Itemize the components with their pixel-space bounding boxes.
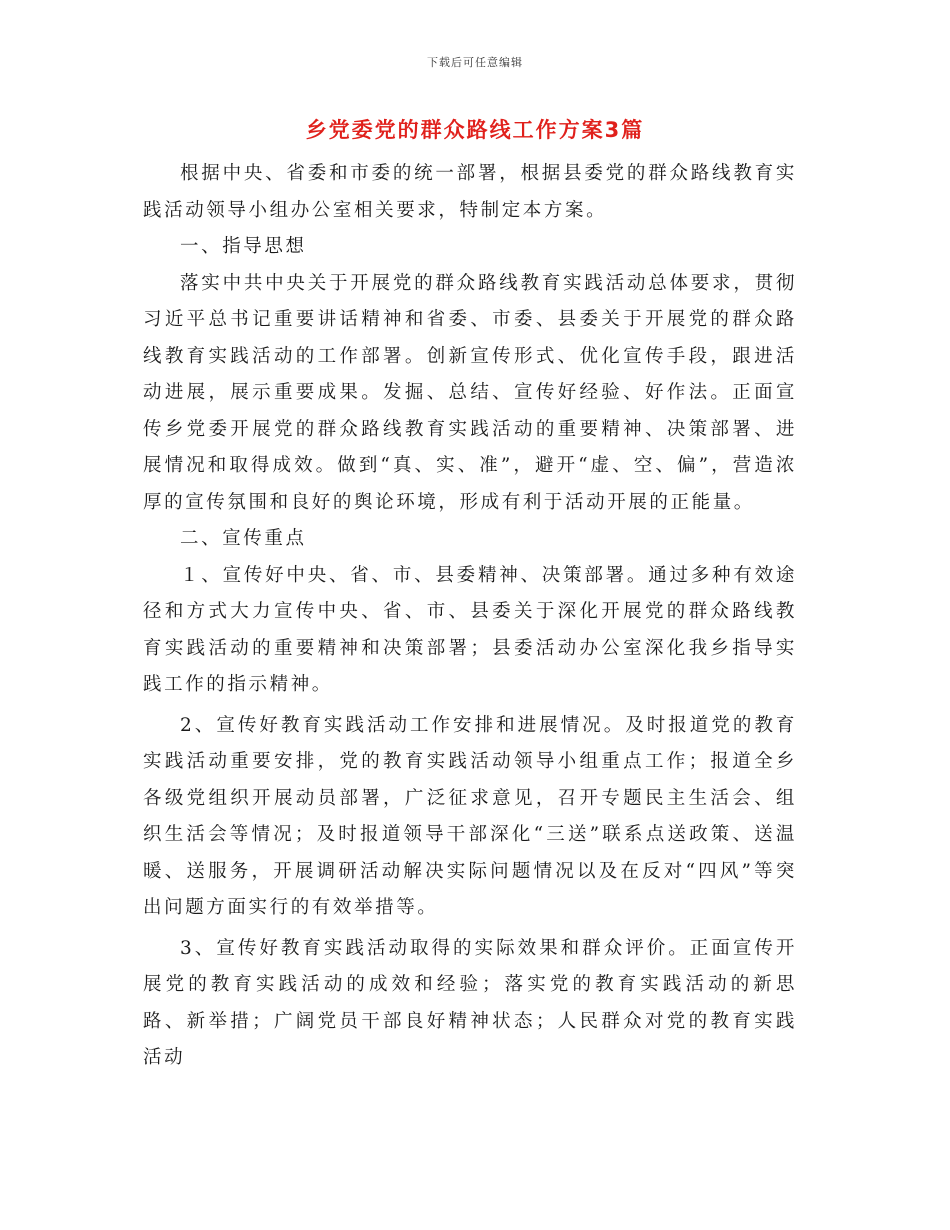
paragraph-focus-2: 2、宣传好教育实践活动工作安排和进展情况。及时报道党的教育实践活动重要安排，党的教育实践活动领导小组重点工作；报道全乡各级党组织开展动员部署，广泛征求意见，召开专题民主生活会、组织生活会等情况；及时报道领导干部深化“三送”联系点送政策、送温暖、送服务，开展调研活动解决实际问题情况以及在反对“四风”等突出问题方面实行的有效举措等。 — [143, 714, 797, 918]
section-heading-publicity-focus: 二、宣传重点 — [180, 528, 307, 549]
document-title: 乡党委党的群众路线工作方案3篇 — [305, 118, 645, 142]
section-heading-guiding-thought: 一、指导思想 — [180, 236, 307, 257]
paragraph-guiding-thought: 落实中共中央关于开展党的群众路线教育实践活动总体要求，贯彻习近平总书记重要讲话精神和省委、市委、县委关于开展党的群众路线教育实践活动的工作部署。创新宣传形式、优化宣传手段，跟进活动进展，展示重要成果。发掘、总结、宣传好经验、好作法。正面宣传乡党委开展党的群众路线教育实践活动的重要精神、决策部署、进展情况和取得成效。做到“真、实、准”，避开“虚、空、偏”，营造浓厚的宣传氛围和良好的舆论环境，形成有利于活动开展的正能量。 — [143, 272, 797, 513]
paragraph-focus-3: 3、宣传好教育实践活动取得的实际效果和群众评价。正面宣传开展党的教育实践活动的成效和经验；落实党的教育实践活动的新思路、新举措；广阔党员干部良好精神状态；人民群众对党的教育实践活动 — [143, 937, 797, 1068]
header-note: 下载后可任意编辑 — [427, 56, 523, 69]
paragraph-focus-1: １、宣传好中央、省、市、县委精神、决策部署。通过多种有效途径和方式大力宣传中央、省、市、县委关于深化开展党的群众路线教育实践活动的重要精神和决策部署；县委活动办公室深化我乡指导实践工作的指示精神。 — [143, 564, 797, 695]
paragraph-intro: 根据中央、省委和市委的统一部署，根据县委党的群众路线教育实践活动领导小组办公室相关要求，特制定本方案。 — [143, 163, 797, 221]
document-body — [143, 156, 797, 1077]
